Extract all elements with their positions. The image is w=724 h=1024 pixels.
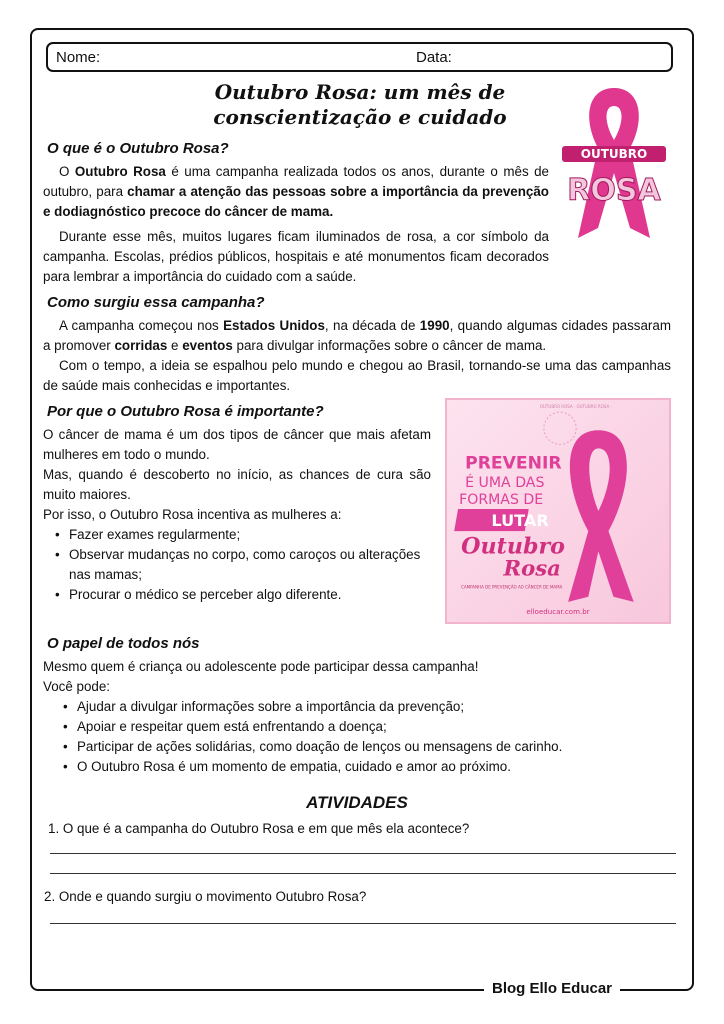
section-heading: Como surgiu essa campanha?: [47, 294, 265, 311]
footer-brand: Blog Ello Educar: [484, 980, 620, 997]
text-line: Mas, quando é descoberto no início, as chances de cura são muito maiores.: [43, 467, 431, 502]
poster-text: CAMPANHA DE PREVENÇÃO AO CÂNCER DE MAMA: [461, 584, 563, 590]
date-label: Data:: [416, 49, 452, 66]
bold-text: chamar a atenção das pessoas sobre a importância da prevenção e dodiagnóstico precoce do câncer de mama.: [43, 184, 549, 219]
section-heading: O papel de todos nós: [47, 635, 200, 652]
bold-text: 1990: [419, 318, 450, 333]
list-item: • Procurar o médico se perceber algo diferente.: [53, 585, 671, 605]
poster-text: PREVENIR: [465, 453, 562, 474]
section-body: [43, 657, 671, 777]
poster-text: Outubro: [461, 533, 565, 560]
page-title: [180, 80, 540, 130]
poster-text: LUTAR: [491, 511, 549, 531]
name-date-box: [46, 42, 673, 72]
text-line: Você pode:: [43, 679, 111, 694]
poster-text: FORMAS DE: [459, 491, 544, 508]
section-heading: O que é o Outubro Rosa?: [47, 140, 229, 157]
list-item: • Observar mudanças no corpo, como caroços ou alterações nas mamas;: [53, 545, 671, 585]
answer-line[interactable]: [50, 853, 676, 854]
text-line: O câncer de mama é um dos tipos de câncer que mais afetam mulheres em todo o mundo.: [43, 427, 431, 462]
list-item: • Apoiar e respeitar quem está enfrentando a doença;: [61, 717, 671, 737]
paragraph: [43, 356, 671, 396]
bold-text: Outubro Rosa: [74, 164, 166, 179]
list-item: • Participar de ações solidárias, como doação de lenços ou mensagens de carinho.: [61, 737, 671, 757]
poster-text: OUTUBRO ROSA · OUTUBRO ROSA ·: [539, 404, 612, 410]
title-line: Outubro Rosa: um mês de: [214, 80, 506, 104]
activities-title: ATIVIDADES: [306, 793, 408, 812]
main-content: [43, 133, 671, 943]
text: para divulgar informações sobre o câncer de mama.: [232, 338, 547, 353]
text-line: Mesmo quem é criança ou adolescente pode participar dessa campanha!: [43, 659, 479, 674]
bold-text: eventos: [182, 338, 233, 353]
text: A campanha começou nos: [59, 318, 224, 333]
ribbon-space: [549, 162, 671, 274]
name-label: Nome:: [56, 49, 101, 66]
list-item: • Fazer exames regularmente;: [53, 525, 671, 545]
poster-site: elloeducar.com.br: [526, 606, 590, 616]
ribbon-text: OUTUBRO: [580, 147, 648, 161]
section-heading: Por que o Outubro Rosa é importante?: [47, 403, 324, 420]
answer-line[interactable]: [50, 923, 676, 924]
question-1: 1. O que é a campanha do Outubro Rosa e em que mês ela acontece?: [48, 821, 470, 836]
text: Durante esse mês, muitos lugares ficam iluminados de rosa, a cor símbolo da campanha. Escolas, prédios públicos, hospitais e até monumentos ficam decorados para lembrar a importância do cuidado com a saúde.: [43, 229, 549, 284]
list-item: • Ajudar a divulgar informações sobre a importância da prevenção;: [61, 697, 671, 717]
ribbon-text: ROSA: [567, 173, 661, 208]
text: , quando algumas cidades passaram a promover: [43, 318, 671, 353]
text-line: Por isso, o Outubro Rosa incentiva as mulheres a:: [43, 507, 342, 522]
bullet-list: [61, 697, 671, 777]
bullet-list: [53, 525, 671, 605]
text: e: [167, 338, 183, 353]
text: Com o tempo, a ideia se espalhou pelo mundo e chegou ao Brasil, tornando-se uma das campanhas de saúde mais conhecidas e importantes.: [43, 358, 671, 393]
question-2: 2. Onde e quando surgiu o movimento Outubro Rosa?: [44, 889, 367, 904]
paragraph: [43, 316, 671, 356]
answer-line[interactable]: [50, 873, 676, 874]
bold-text: corridas: [114, 338, 168, 353]
poster-text: Rosa: [503, 555, 561, 581]
list-item: • O Outubro Rosa é um momento de empatia, cuidado e amor ao próximo.: [61, 757, 671, 777]
title-line: conscientização e cuidado: [213, 105, 507, 129]
bold-text: Estados Unidos: [223, 318, 325, 333]
text: O: [59, 164, 75, 179]
text: , na década de: [324, 318, 420, 333]
text: é uma campanha realizada todos os anos, durante o mês de outubro, para: [43, 164, 549, 199]
poster-text: É UMA DAS: [465, 474, 545, 491]
